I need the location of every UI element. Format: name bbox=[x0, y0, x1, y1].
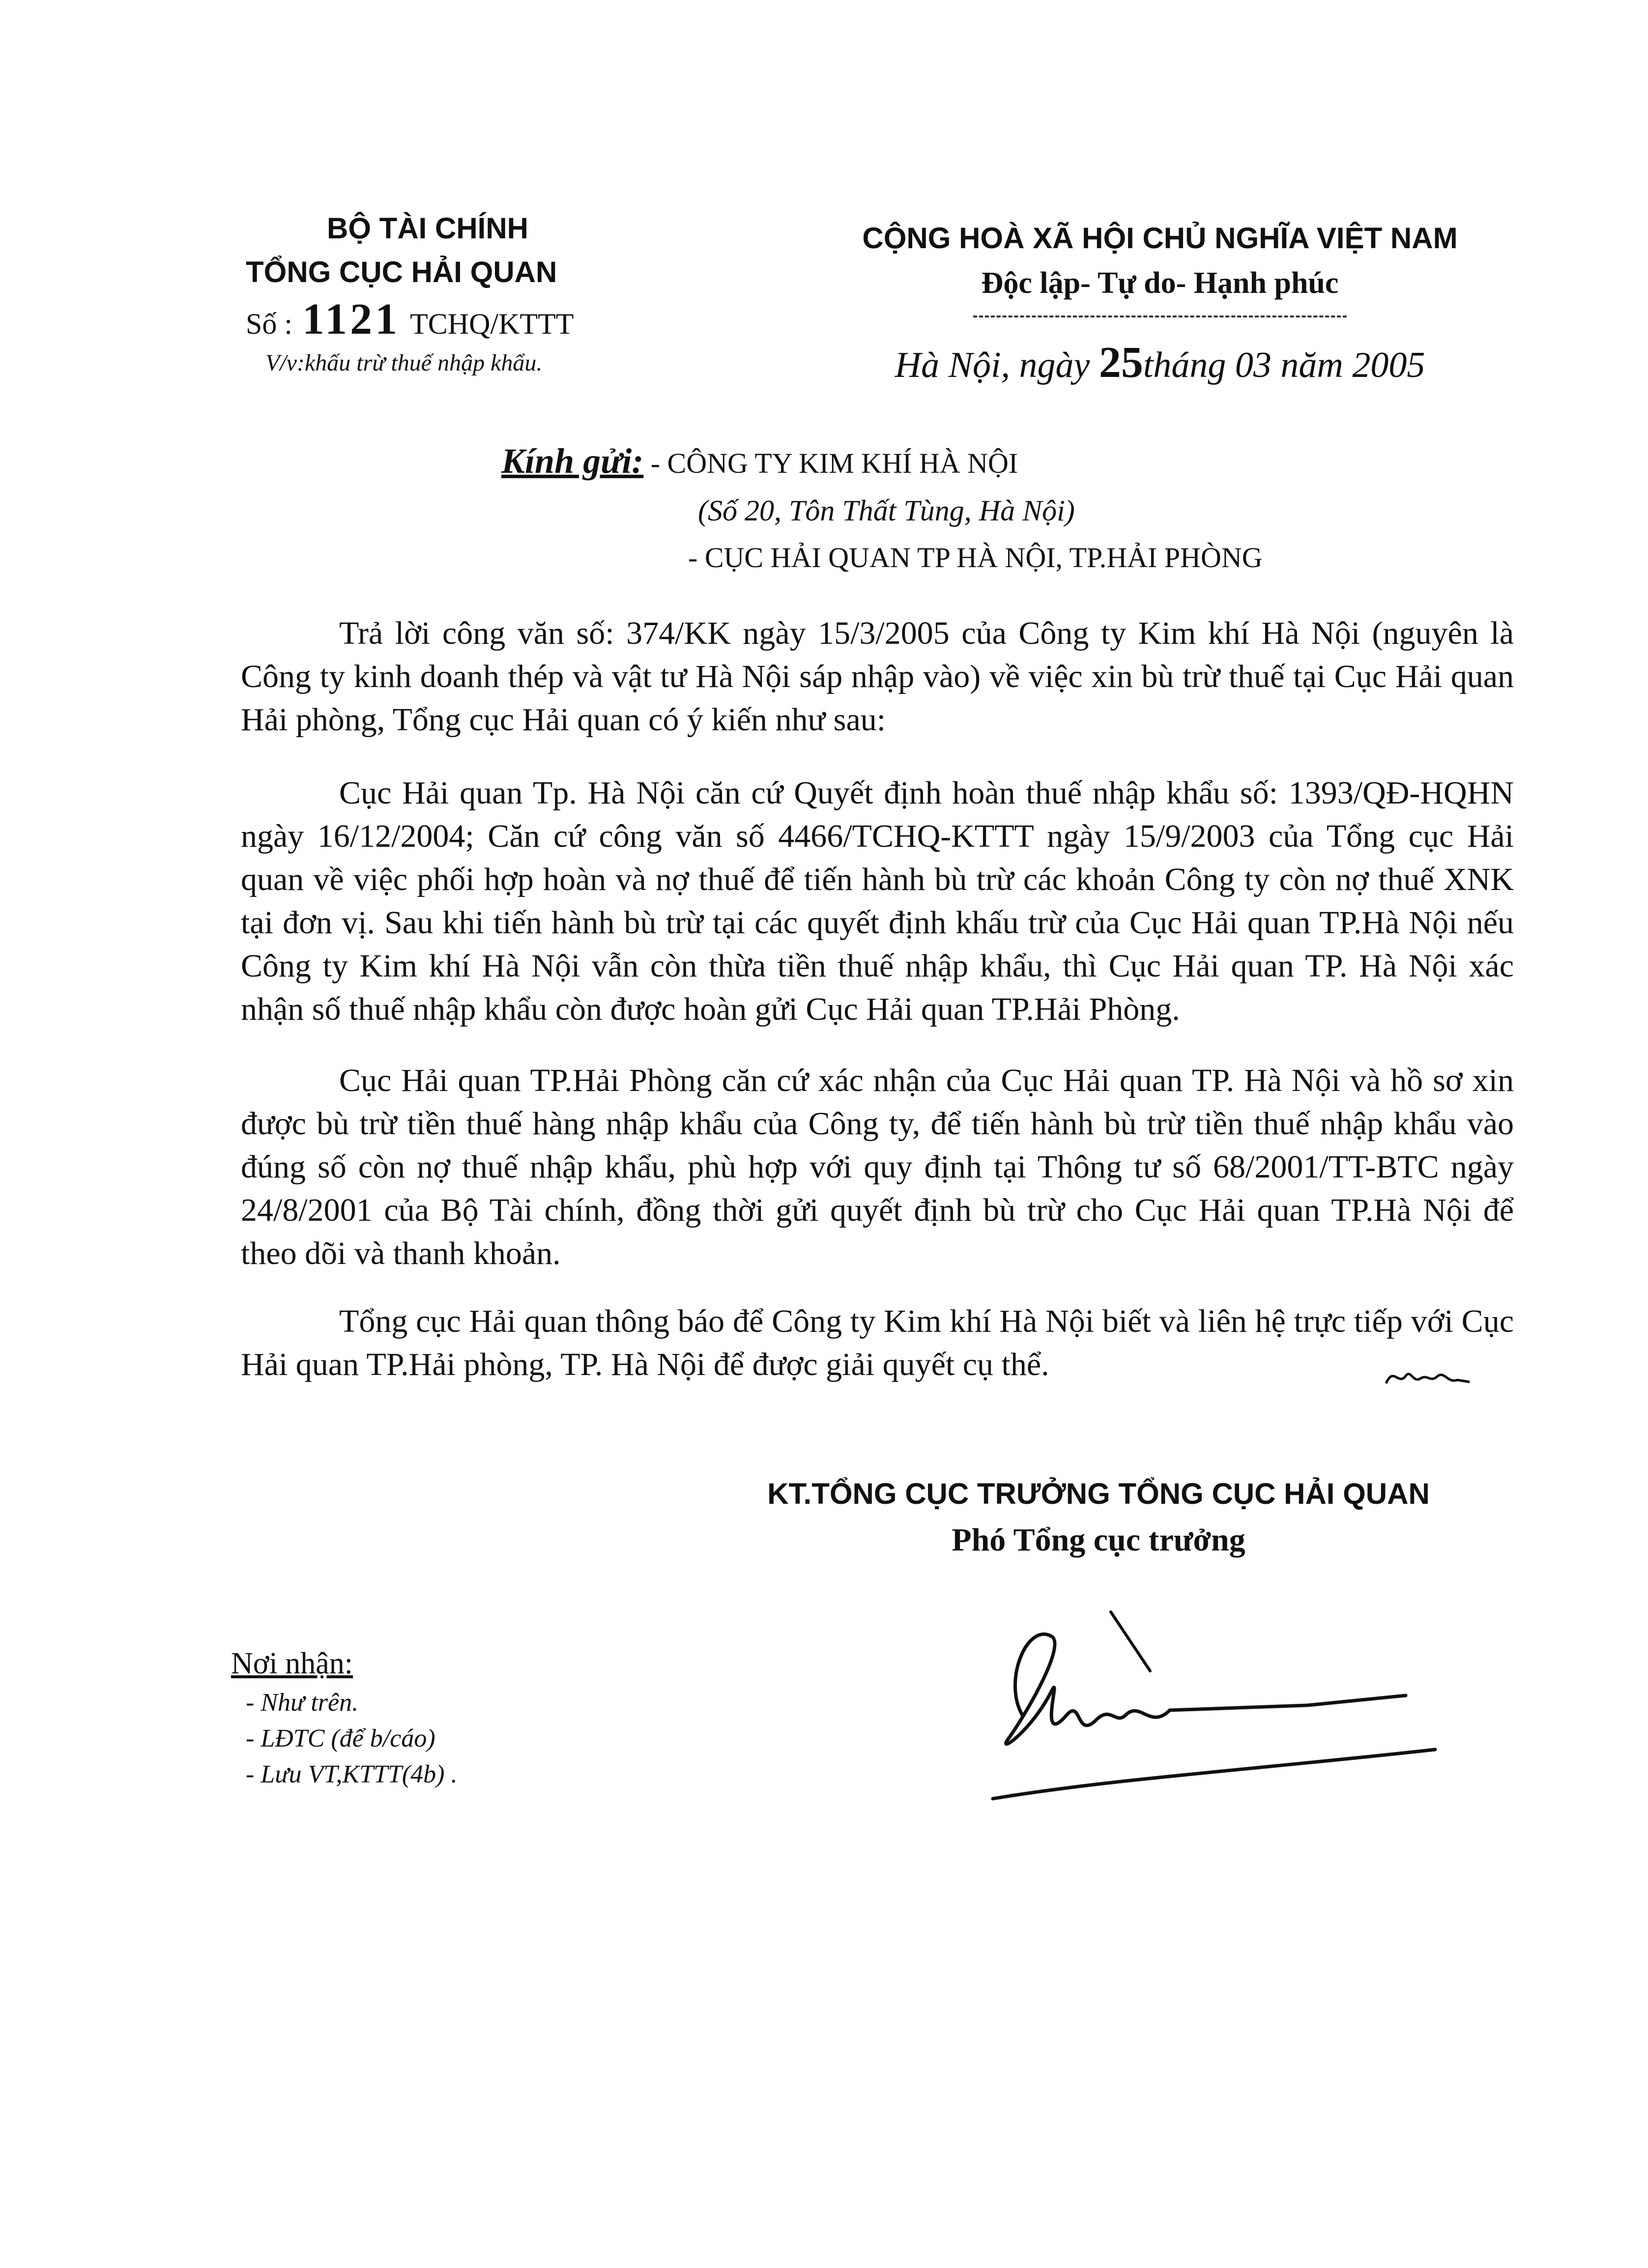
document-date bbox=[796, 337, 1524, 388]
date-day: 25 bbox=[1099, 338, 1143, 387]
document-number bbox=[236, 294, 659, 345]
national-header bbox=[796, 221, 1524, 388]
recipient-1-address: (Số 20, Tôn Thất Tùng, Hà Nội) bbox=[698, 494, 1075, 527]
signature-block bbox=[713, 1477, 1484, 1559]
handwritten-initial-mark bbox=[1384, 1361, 1472, 1391]
department-name: TỔNG CỤC HẢI QUAN bbox=[246, 256, 557, 288]
recipients-label: Kính gửi: bbox=[501, 441, 644, 481]
number-suffix: TCHQ/KTTT bbox=[410, 308, 574, 340]
date-prefix: Hà Nội, ngày bbox=[895, 345, 1090, 385]
body-paragraph-3 bbox=[241, 1059, 1514, 1275]
signer-title: KT.TỔNG CỤC TRƯỞNG TỔNG CỤC HẢI QUAN bbox=[767, 1477, 1430, 1510]
paragraph-text: Tổng cục Hải quan thông báo để Công ty Kim khí Hà Nội biết và liên hệ trực tiếp với Cục Hải quan TP.Hải phòng, TP. Hà Nội để được giải quyết cụ thể. bbox=[241, 1303, 1514, 1382]
body-paragraph-4 bbox=[241, 1300, 1514, 1386]
issuer-header bbox=[236, 211, 659, 376]
document-subject: V/v:khấu trừ thuế nhập khẩu. bbox=[265, 350, 543, 376]
paragraph-text: Trả lời công văn số: 374/KK ngày 15/3/2005 của Công ty Kim khí Hà Nội (nguyên là Công ty kinh doanh thép và vật tư Hà Nội sáp nhập vào) về việc xin bù trừ thuế tại Cục Hải quan Hải phòng, Tổng cục Hải quan có ý kiến như sau: bbox=[241, 615, 1514, 738]
national-motto: Độc lập- Tự do- Hạnh phúc bbox=[981, 266, 1339, 300]
handwritten-signature bbox=[963, 1592, 1455, 1838]
signer-role: Phó Tổng cục trưởng bbox=[952, 1522, 1245, 1558]
number-label: Số : bbox=[246, 308, 293, 340]
recipient-2: - CỤC HẢI QUAN TP HÀ NỘI, TP.HẢI PHÒNG bbox=[688, 542, 1263, 574]
ministry-name: BỘ TÀI CHÍNH bbox=[327, 212, 528, 245]
paragraph-text: Cục Hải quan TP.Hải Phòng căn cứ xác nhận của Cục Hải quan TP. Hà Nội và hồ sơ xin được bù trừ tiền thuế hàng nhập khẩu của Công ty, để tiến hành bù trừ tiền thuế nhập khẩu vào đúng số còn nợ thuế nhập khẩu, phù hợp với quy định tại Thông tư số 68/2001/TT-BTC ngày 24/8/2001 của Bộ Tài chính, đồng thời gửi quyết định bù trừ cho Cục Hải quan TP.Hà Nội để theo dõi và thanh khoản. bbox=[241, 1062, 1514, 1271]
receivers-block bbox=[231, 1646, 458, 1789]
receivers-heading: Nơi nhận: bbox=[231, 1647, 353, 1680]
country-name: CỘNG HOÀ XÃ HỘI CHỦ NGHĨA VIỆT NAM bbox=[862, 222, 1458, 255]
receiver-item: - Như trên. bbox=[246, 1689, 359, 1717]
body-paragraph-1 bbox=[241, 612, 1514, 742]
body-paragraph-2 bbox=[241, 772, 1514, 1031]
receiver-item: - LĐTC (để b/cáo) bbox=[246, 1724, 435, 1752]
date-suffix: tháng 03 năm 2005 bbox=[1143, 345, 1425, 385]
recipient-1: - CÔNG TY KIM KHÍ HÀ NỘI bbox=[650, 447, 1018, 479]
motto-divider bbox=[973, 316, 1347, 317]
number-value: 1121 bbox=[302, 295, 401, 344]
receiver-item: - Lưu VT,KTTT(4b) . bbox=[246, 1760, 458, 1788]
recipients-block bbox=[501, 437, 1263, 581]
paragraph-text: Cục Hải quan Tp. Hà Nội căn cứ Quyết định hoàn thuế nhập khẩu số: 1393/QĐ-HQHN ngày 16/12/2004; Căn cứ công văn số 4466/TCHQ-KTTT ngày 15/9/2003 của Tổng cục Hải quan về việc phối hợp hoàn và nợ thuế để tiến hành bù trừ các khoản Công ty còn nợ thuế XNK tại đơn vị. Sau khi tiến hành bù trừ tại các quyết định khấu trừ của Cục Hải quan TP.Hà Nội nếu Công ty Kim khí Hà Nội vẫn còn thừa tiền thuế nhập khẩu, thì Cục Hải quan TP. Hà Nội xác nhận số thuế nhập khẩu còn được hoàn gửi Cục Hải quan TP.Hải Phòng. bbox=[241, 775, 1514, 1027]
